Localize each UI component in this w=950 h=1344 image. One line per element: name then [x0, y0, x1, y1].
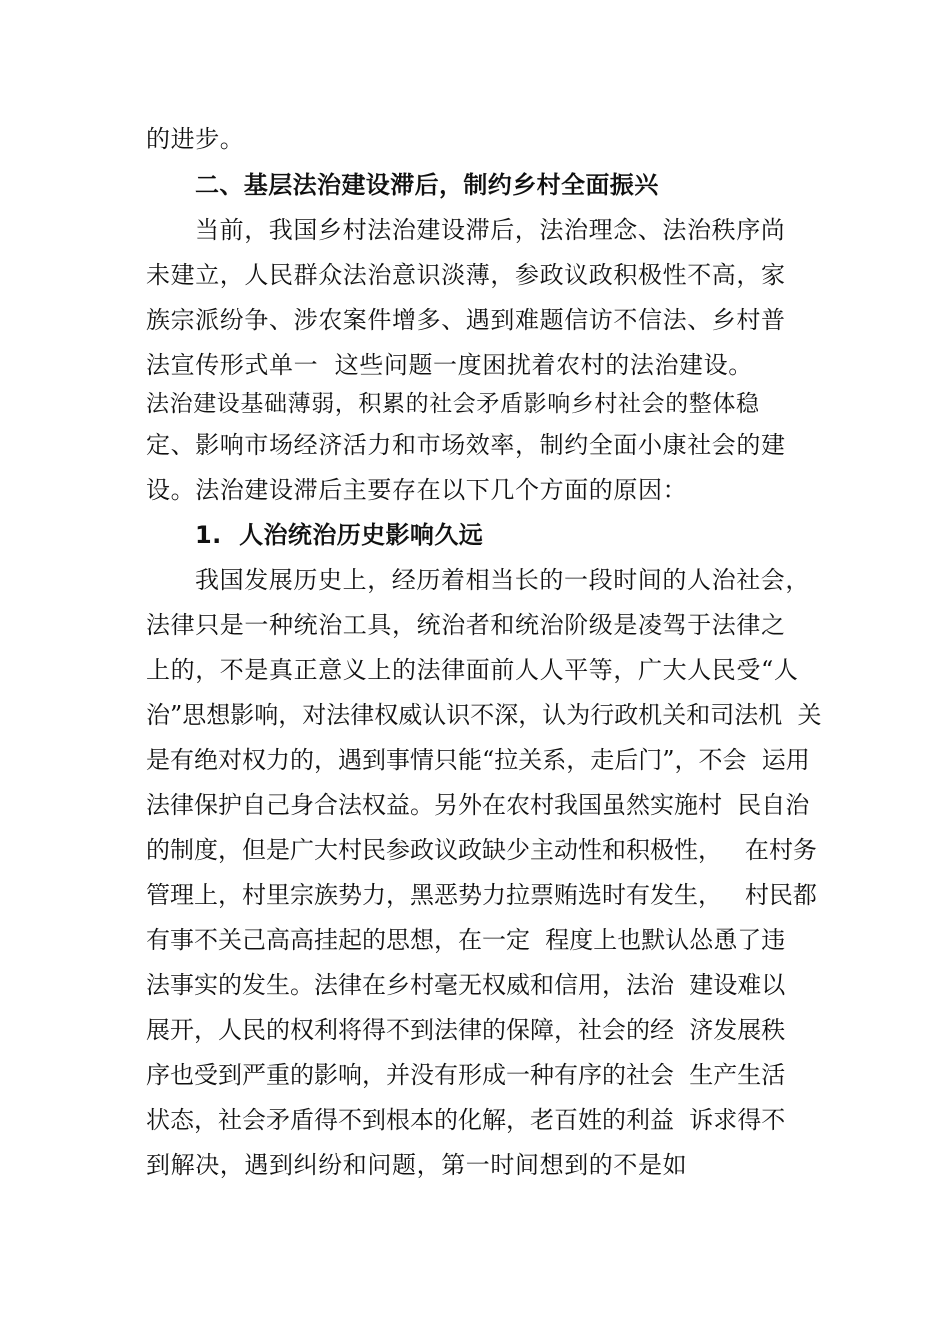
paragraph-line: 法律只是一种统治工具，统治者和统治阶级是凌驾于法律之 [146, 611, 786, 639]
paragraph-line: 的进步。 [146, 125, 245, 153]
paragraph-line: 法事实的发生。法律在乡村毫无权威和信用，法治 建设难以 [146, 971, 786, 999]
paragraph-line: 当前，我国乡村法治建设滞后，法治理念、法治秩序尚 [195, 216, 786, 244]
paragraph-line: 管理上，村里宗族势力，黑恶势力拉票贿选时有发生， 村民都 [146, 881, 817, 909]
paragraph-line: 展开，人民的权利将得不到法律的保障，社会的经 济发展秩 [146, 1016, 786, 1044]
paragraph-line: 到解决，遇到纠纷和问题，第一时间想到的不是如 [146, 1151, 688, 1179]
subsection-heading: 1. 人治统治历史影响久远 [195, 521, 484, 549]
paragraph-line: 状态，社会矛盾得不到根本的化解，老百姓的利益 诉求得不 [146, 1106, 786, 1134]
paragraph-line: 治”思想影响，对法律权威认识不深，认为行政机关和司法机 关 [146, 701, 822, 729]
paragraph-line: 是有绝对权力的，遇到事情只能“拉关系，走后门”，不会 运用 [146, 746, 810, 774]
paragraph-line: 定、影响市场经济活力和市场效率，制约全面小康社会的建 [146, 431, 786, 459]
paragraph-line: 法宣传形式单一 这些问题一度困扰着农村的法治建设。 [146, 351, 753, 379]
section-heading: 二、基层法治建设滞后，制约乡村全面振兴 [195, 171, 659, 199]
paragraph-line: 法治建设基础薄弱，积累的社会矛盾影响乡村社会的整体稳 [146, 391, 760, 417]
paragraph-line: 族宗派纷争、涉农案件增多、遇到难题信访不信法、乡村普 [146, 306, 786, 334]
paragraph-line: 法律保护自己身合法权益。另外在农村我国虽然实施村 民自治 [146, 791, 810, 819]
paragraph-line: 设。法治建设滞后主要存在以下几个方面的原因： [146, 476, 688, 504]
paragraph-line: 有事不关己高高挂起的思想，在一定 程度上也默认怂恿了违 [146, 926, 786, 954]
paragraph-line: 的制度，但是广大村民参政议政缺少主动性和积极性， 在村务 [146, 836, 817, 864]
paragraph-line: 序也受到严重的影响，并没有形成一种有序的社会 生产生活 [146, 1061, 786, 1089]
paragraph-line: 上的，不是真正意义上的法律面前人人平等，广大人民受“人 [146, 656, 799, 684]
paragraph-line: 我国发展历史上，经历着相当长的一段时间的人治社会， [195, 566, 810, 594]
paragraph-line: 未建立，人民群众法治意识淡薄，参政议政积极性不高，家 [146, 261, 786, 289]
